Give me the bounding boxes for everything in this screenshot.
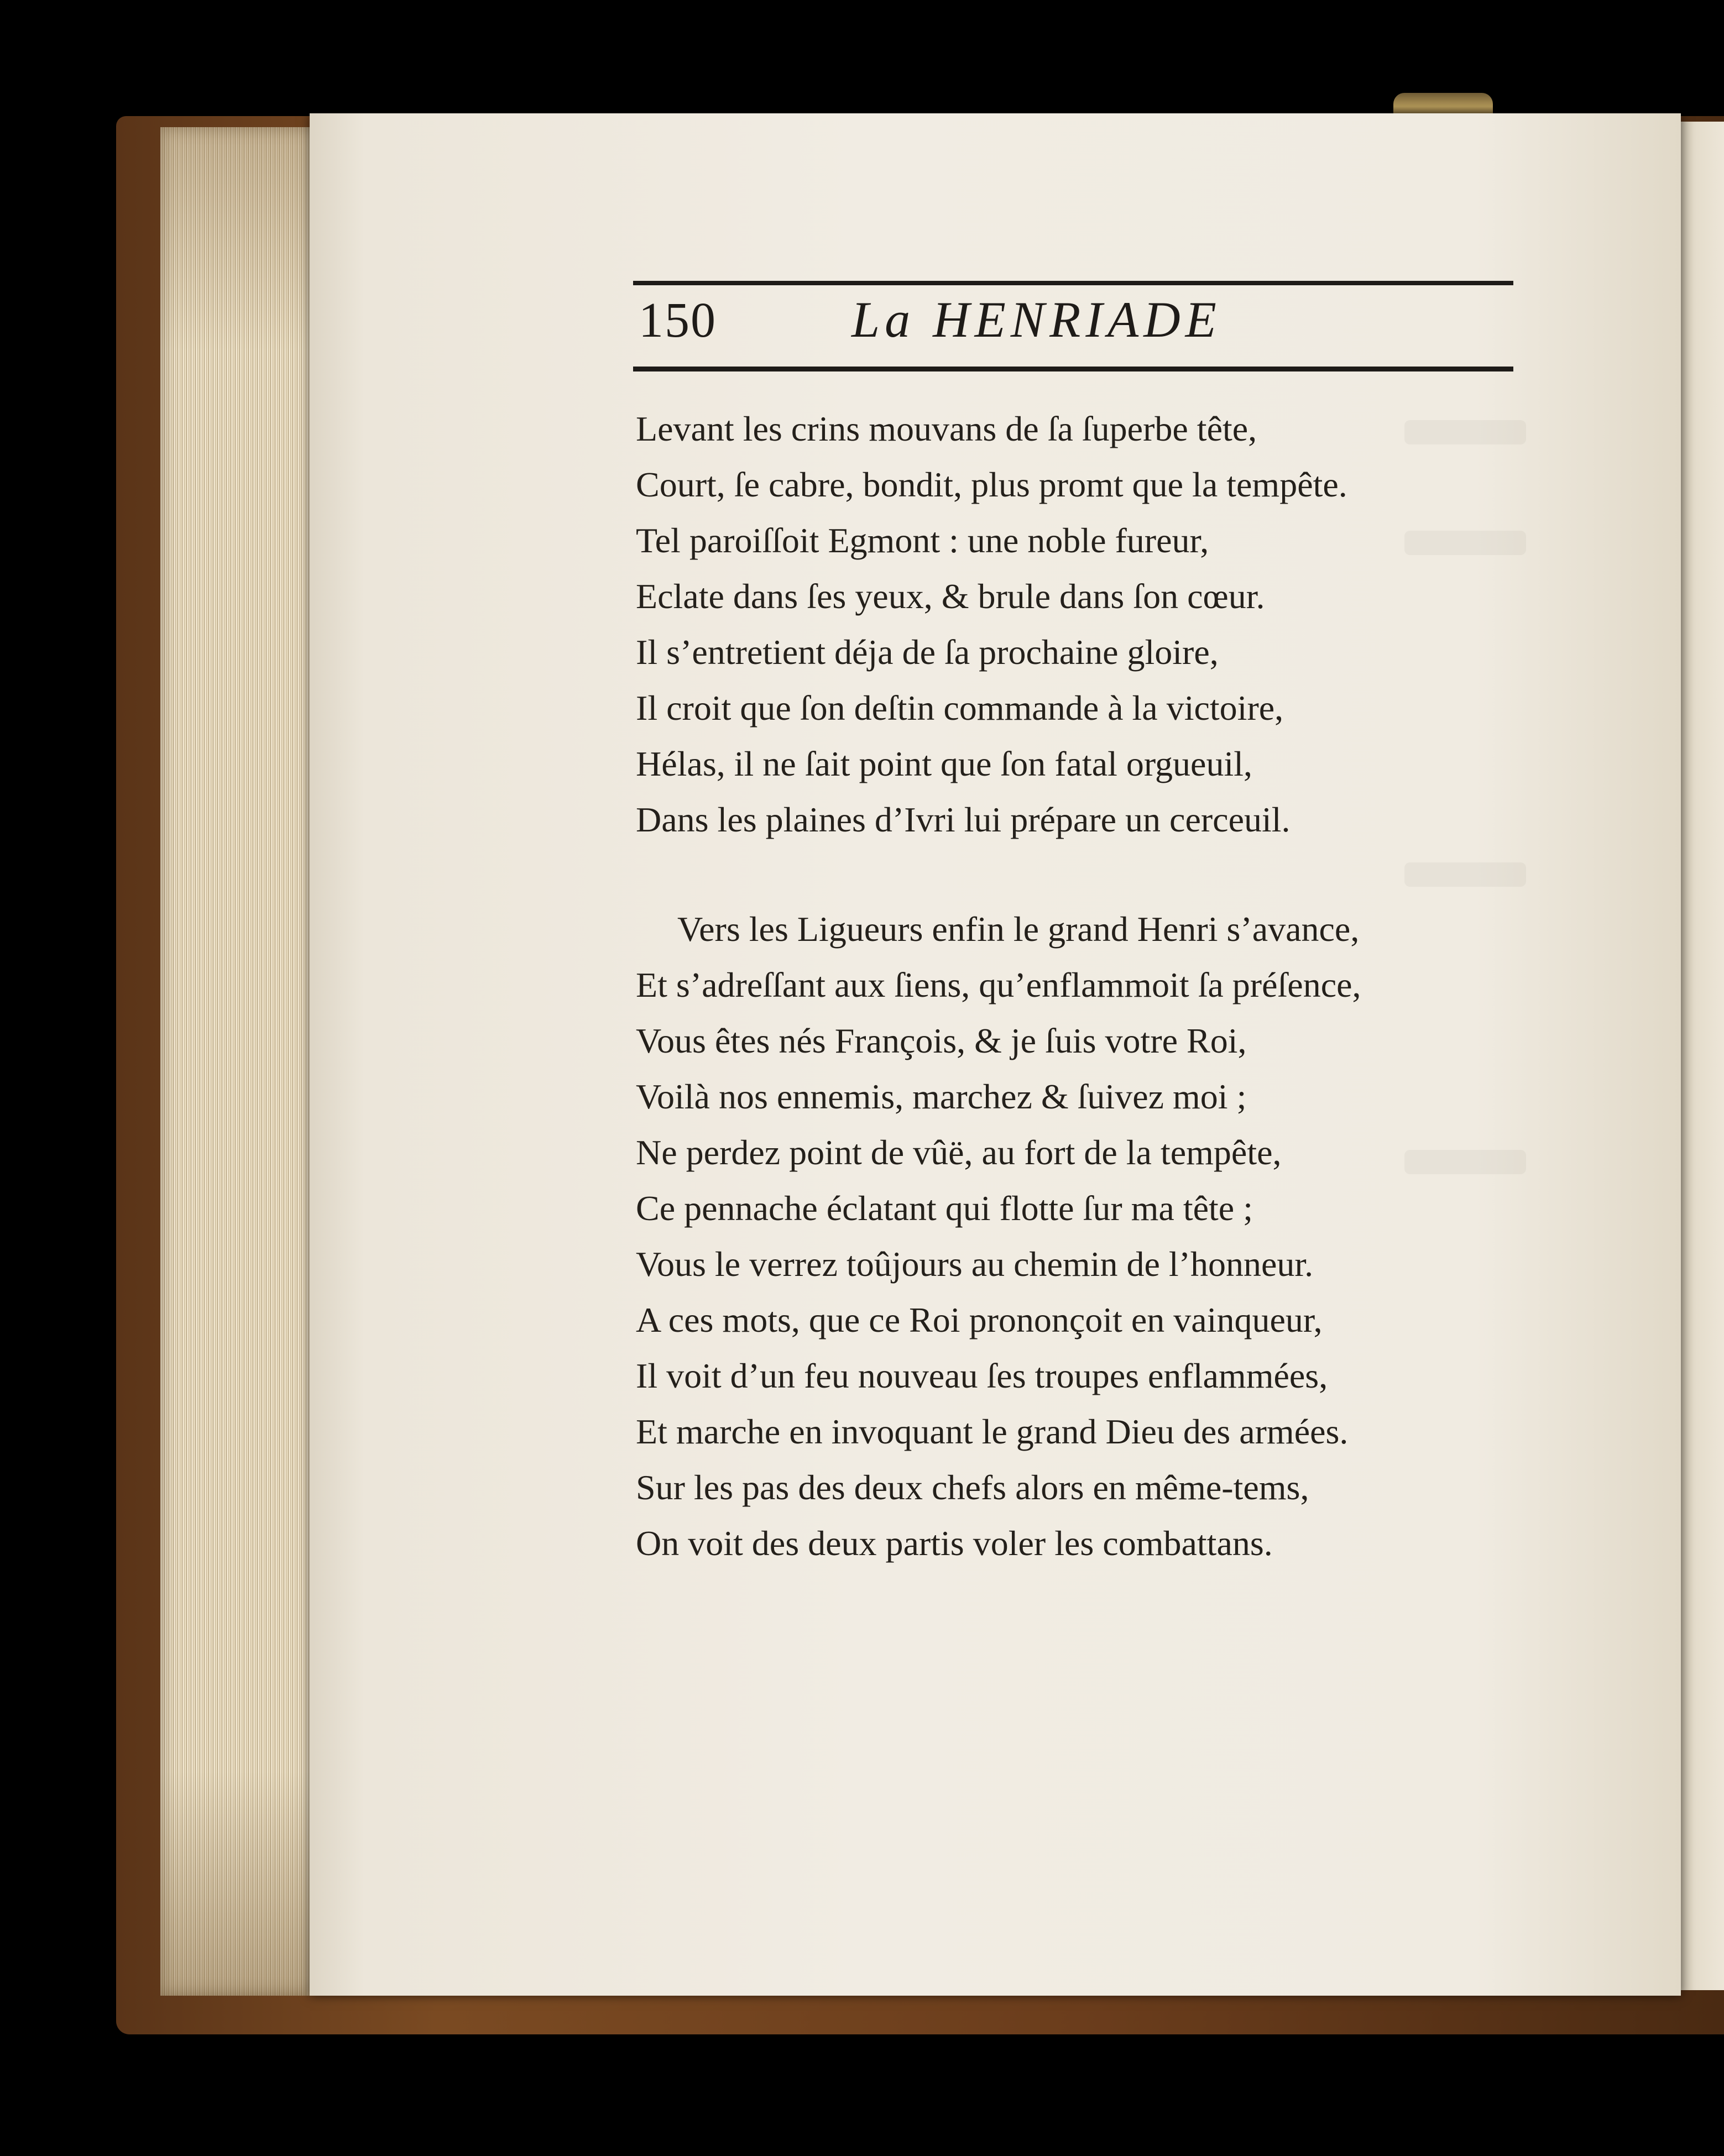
verse-line: Sur les pas des deux chefs alors en même-tems, — [636, 1468, 1309, 1507]
verse-line: Eclate dans ſes yeux, & brule dans ſon cœur. — [636, 577, 1265, 616]
verse-line: Voilà nos ennemis, marchez & ſuivez moi ; — [636, 1077, 1247, 1116]
verse-line: Hélas, il ne ſait point que ſon fatal orgueuil, — [636, 744, 1252, 783]
show-through-text — [1404, 862, 1526, 887]
header-rule-bottom — [633, 367, 1513, 371]
verse-line: Vers les Ligueurs enfin le grand Henri s’avance, — [677, 909, 1360, 949]
header-rule-top — [633, 281, 1513, 285]
verse-line: Dans les plaines d’Ivri lui prépare un cerceuil. — [636, 800, 1291, 839]
verse-line: Vous le verrez toûjours au chemin de l’honneur. — [636, 1244, 1314, 1284]
page-number: 150 — [639, 293, 717, 348]
verse-line: Tel paroiſſoit Egmont : une noble fureur, — [636, 521, 1209, 560]
stanza — [636, 901, 1521, 1571]
verse-line: Et s’adreſſant aux ſiens, qu’enflammoit ſa préſence, — [636, 965, 1361, 1004]
verse-line: Il voit d’un feu nouveau ſes troupes enflammées, — [636, 1356, 1328, 1395]
verse-line: On voit des deux partis voler les combattans. — [636, 1524, 1273, 1563]
facing-page — [1675, 122, 1724, 1990]
page-edges — [160, 127, 326, 1996]
verse-line: A ces mots, que ce Roi prononçoit en vainqueur, — [636, 1300, 1323, 1339]
verse-line: Il s’entretient déja de ſa prochaine gloire, — [636, 632, 1219, 672]
verse-line: Ce pennache éclatant qui flotte ſur ma tête ; — [636, 1189, 1253, 1228]
verse-line: Court, ſe cabre, bondit, plus promt que la tempête. — [636, 465, 1347, 504]
stanza — [636, 401, 1521, 847]
verse-line: Et marche en invoquant le grand Dieu des armées. — [636, 1412, 1349, 1451]
running-title: La HENRIADE — [851, 291, 1221, 348]
verse-line: Ne perdez point de vûë, au fort de la tempête, — [636, 1133, 1282, 1172]
verse-line: Il croit que ſon deſtin commande à la victoire, — [636, 688, 1284, 728]
verse-line: Vous êtes nés François, & je ſuis votre Roi, — [636, 1021, 1247, 1060]
verse-line: Levant les crins mouvans de ſa ſuperbe tête, — [636, 409, 1257, 448]
